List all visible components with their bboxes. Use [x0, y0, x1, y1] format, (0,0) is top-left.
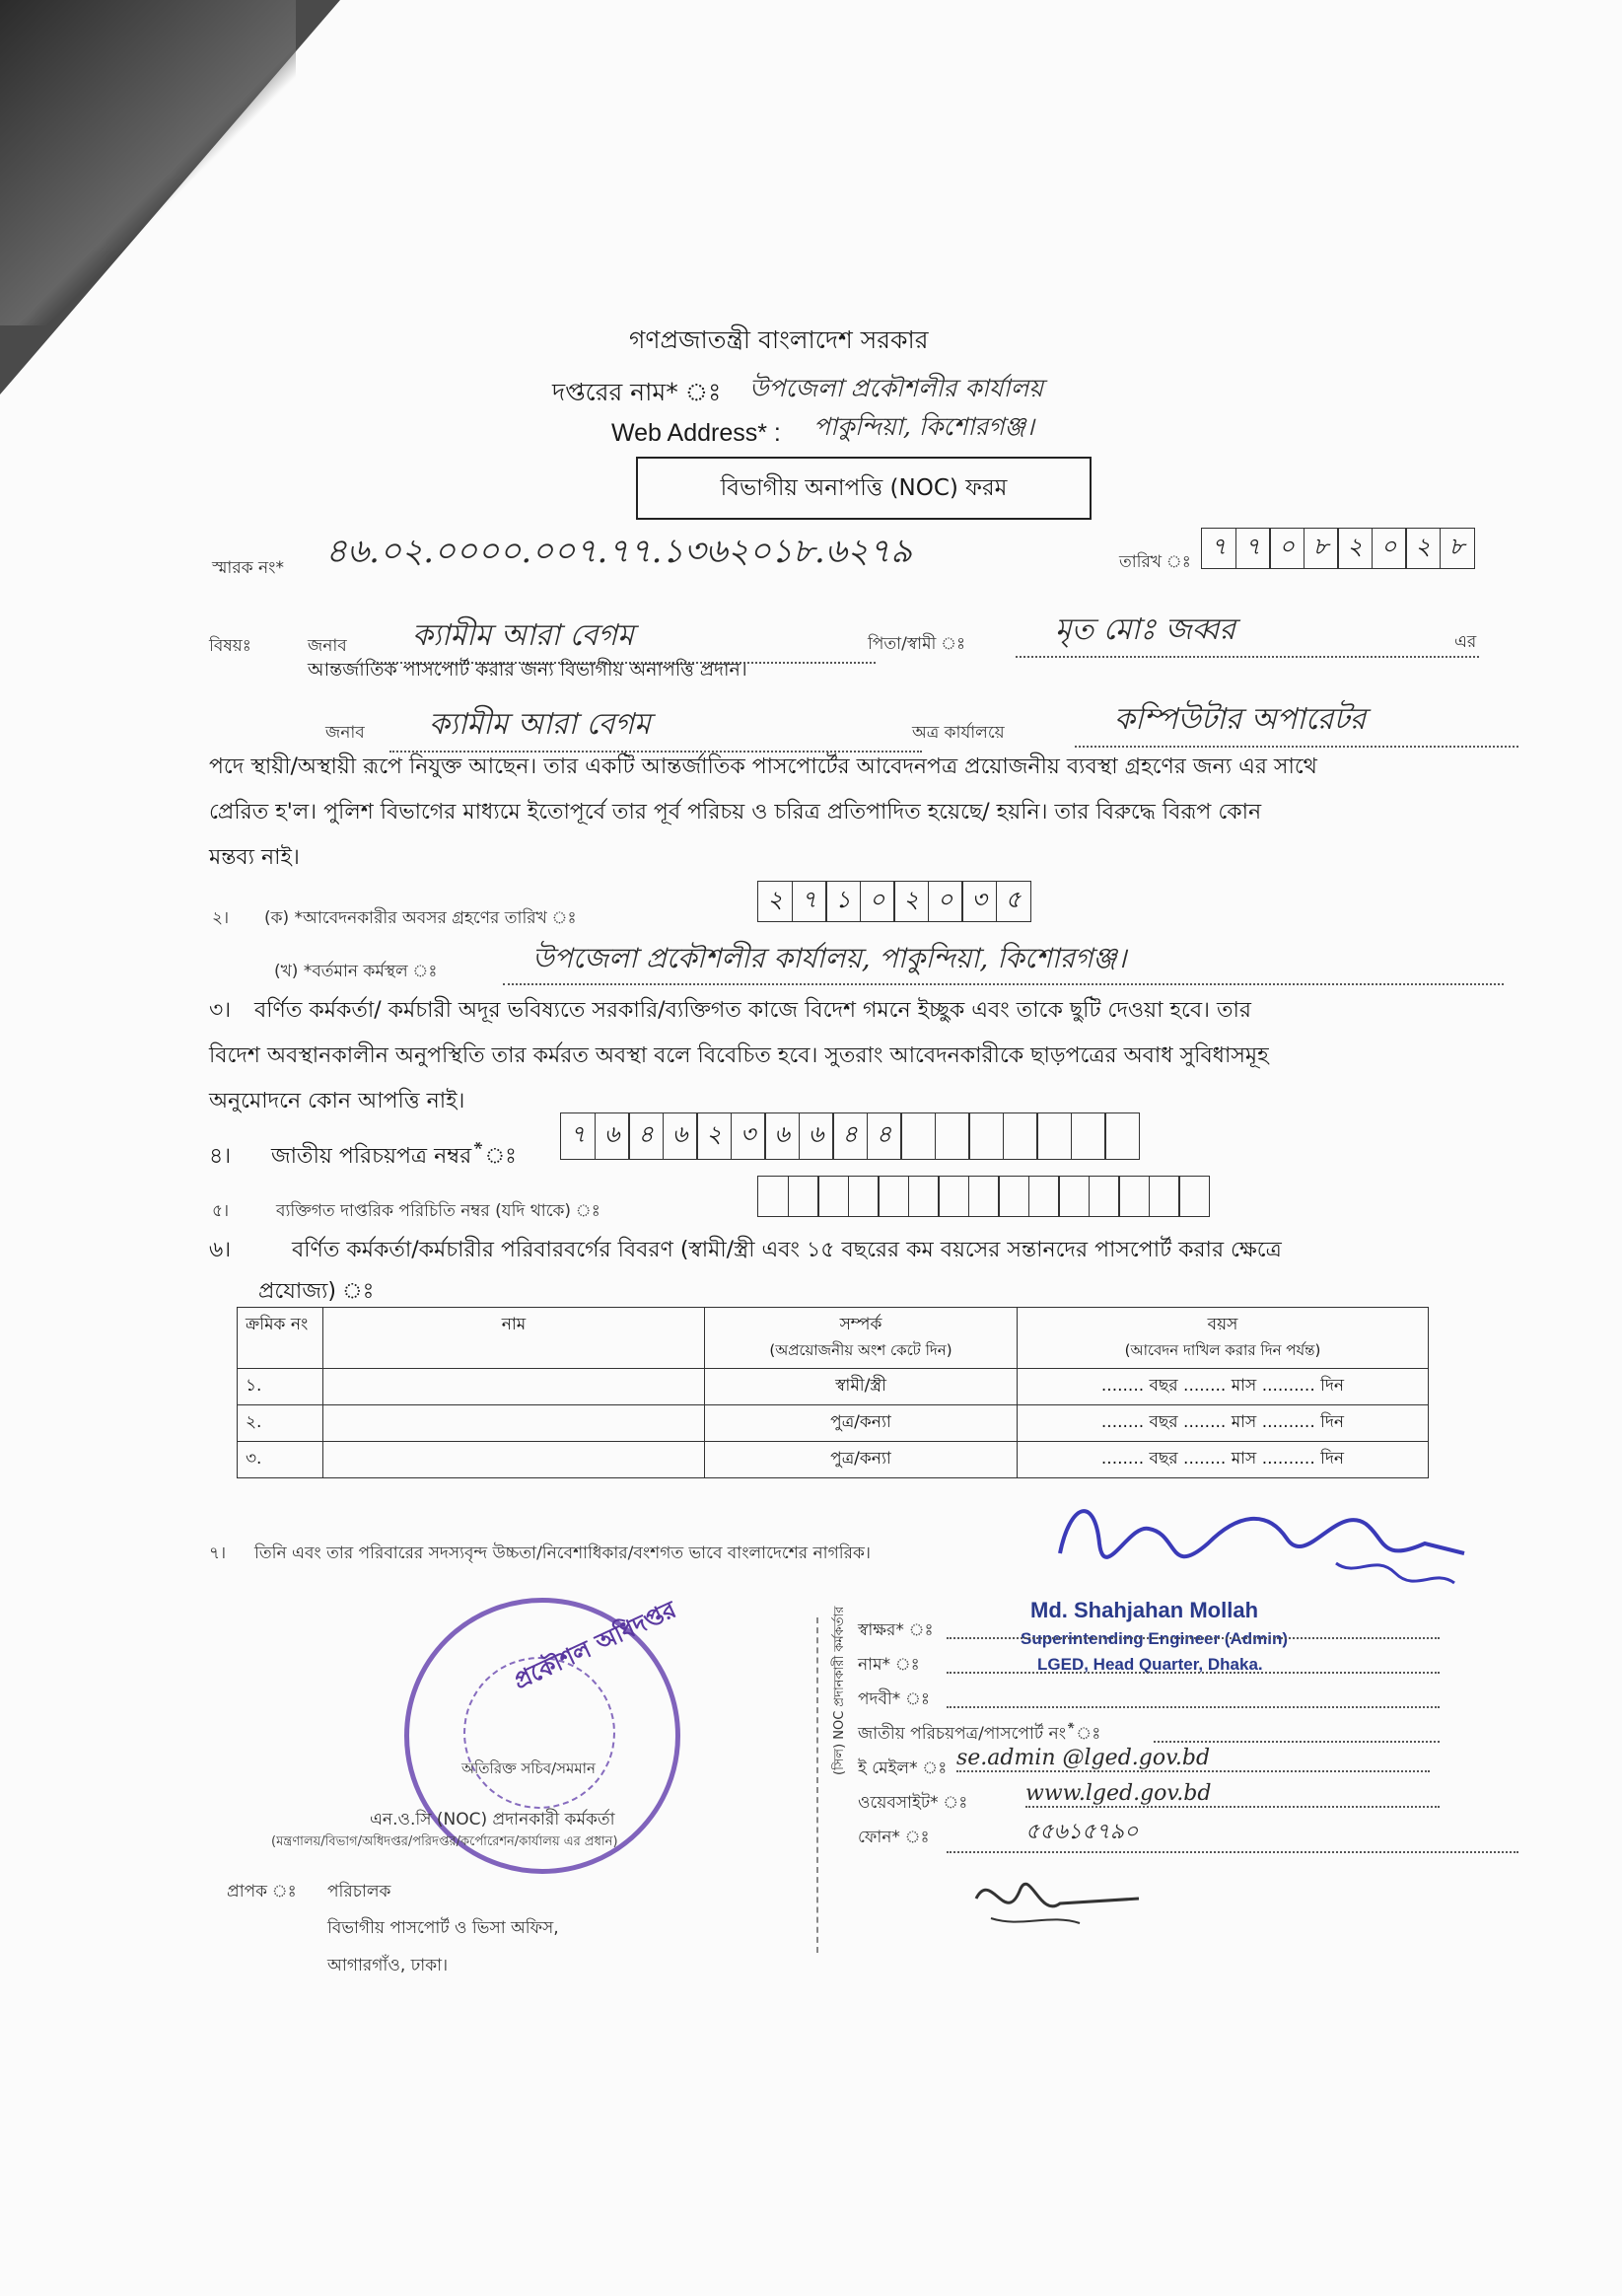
- official-id-boxes: [757, 1176, 1209, 1217]
- retirement-label: (ক) *আবেদনকারীর অবসর গ্রহণের তারিখ ঃ: [264, 908, 577, 928]
- signatory-nid-label: জাতীয় পরিচয়পত্র/পাসপোর্ট নং*ঃ: [858, 1724, 1101, 1744]
- signatory-phone-label: ফোন* ঃ: [858, 1828, 930, 1847]
- digit-box: ৬: [663, 1112, 698, 1160]
- digit-box: [900, 1112, 936, 1160]
- digit-box: [848, 1176, 880, 1217]
- digit-box: ১: [825, 881, 861, 922]
- para1-name: ক্যামীম আরা বেগম: [389, 700, 922, 753]
- digit-box: ৮: [1304, 528, 1339, 569]
- para1-line2: পদে স্থায়ী/অস্থায়ী রূপে নিযুক্ত আছেন। তার একটি আন্তর্জাতিক পাসপোর্টের আবেদনপত্র প্রয়োজনীয় ব্যবস্থা গ্রহণের জন্য এর সাথে: [209, 754, 1317, 779]
- digit-box: ২: [696, 1112, 732, 1160]
- stamp-officer-name: Md. Shahjahan Mollah: [1030, 1598, 1259, 1622]
- date-boxes: [1201, 528, 1473, 569]
- col-name: নাম: [323, 1308, 705, 1369]
- web-address-value: পাকুন্দিয়া, কিশোরগঞ্জ।: [813, 412, 1034, 441]
- nid-boxes: [560, 1112, 1139, 1160]
- signatory-web-value: www.lged.gov.bd: [1025, 1781, 1440, 1808]
- noc-issuer-note: (মন্ত্রণালয়/বিভাগ/অধিদপ্তর/পরিদপ্তর/কর্পোরেশন/কার্যালয় এর প্রধান): [271, 1834, 618, 1849]
- item6-line1: বর্ণিত কর্মকর্তা/কর্মচারীর পরিবারবর্গের বিবরণ (স্বামী/স্ত্রী এবং ১৫ বছরের কম বয়সের সন্তানদের পাসপোর্ট করার ক্ষেত্রে: [292, 1238, 1282, 1262]
- seal-text: প্রকৌশল অধিদপ্তর: [509, 1595, 681, 1695]
- digit-box: ৪: [867, 1112, 902, 1160]
- subject-er: এর: [1454, 632, 1477, 652]
- digit-box: [968, 1176, 1000, 1217]
- digit-box: [1058, 1176, 1090, 1217]
- row-age: ........ বছর ........ মাস .......... দিন: [1018, 1369, 1429, 1405]
- digit-box: [757, 1176, 789, 1217]
- digit-box: ৪: [628, 1112, 664, 1160]
- digit-box: [1028, 1176, 1060, 1217]
- col-age: [1018, 1308, 1429, 1369]
- digit-box: ০: [1269, 528, 1305, 569]
- digit-box: ২: [757, 881, 793, 922]
- govt-name: গণপ্রজাতন্ত্রী বাংলাদেশ সরকার: [629, 325, 929, 354]
- seal-signature-caption: অতিরিক্ত সচিব/সমমান: [461, 1759, 596, 1777]
- col-age-title: বয়স: [1207, 1315, 1238, 1334]
- item7-num: ৭।: [209, 1543, 227, 1563]
- signatory-email-value: se.admin @lged.gov.bd: [956, 1746, 1430, 1772]
- row-relation: স্বামী/স্ত্রী: [705, 1369, 1018, 1405]
- para1-janab: জনাব: [325, 723, 365, 743]
- digit-box: [788, 1176, 819, 1217]
- workplace-value: উপজেলা প্রকৌশলীর কার্যালয়, পাকুন্দিয়া, কিশোরগঞ্জ।: [503, 937, 1504, 985]
- stamp-officer-title: Superintending Engineer (Admin): [1021, 1629, 1289, 1648]
- row-relation: পুত্র/কন্যা: [705, 1405, 1018, 1442]
- digit-box: [968, 1112, 1004, 1160]
- digit-box: ০: [860, 881, 895, 922]
- post-value: কম্পিউটার অপারেটর: [1075, 695, 1518, 748]
- retirement-date-boxes: [757, 881, 1029, 922]
- digit-box: ২: [1337, 528, 1373, 569]
- signatory-post-label: পদবী* ঃ: [858, 1689, 930, 1709]
- row-serial: ১.: [238, 1369, 323, 1405]
- item3-line1: বর্ণিত কর্মকর্তা/ কর্মচারী অদূর ভবিষ্যতে সরকারি/ব্যক্তিগত কাজে বিদেশ গমনে ইচ্ছুক এবং তাকে ছুটি দেওয়া হবে। তার: [254, 998, 1251, 1023]
- row-relation: পুত্র/কন্যা: [705, 1442, 1018, 1478]
- father-label: পিতা/স্বামী ঃ: [868, 634, 966, 654]
- digit-box: ৩: [731, 1112, 766, 1160]
- office-label: দপ্তরের নাম* ঃ: [552, 378, 722, 406]
- signatory-side-divider: [816, 1617, 818, 1953]
- digit-box: ২: [1405, 528, 1441, 569]
- signatory-phone-value: ৫৫৬১৫৭৯০: [947, 1815, 1518, 1853]
- signatory-nid-line: [1154, 1741, 1440, 1743]
- table-row: [238, 1369, 1429, 1405]
- family-table-header: [238, 1308, 1429, 1369]
- digit-box: ৬: [799, 1112, 834, 1160]
- initial-scribble: [961, 1859, 1159, 1948]
- digit-box: [1003, 1112, 1038, 1160]
- digit-box: [1071, 1112, 1106, 1160]
- signatory-web-label: ওয়েবসাইট* ঃ: [858, 1793, 968, 1813]
- subject-janab: জনাব: [308, 636, 347, 656]
- row-age: ........ বছর ........ মাস .......... দিন: [1018, 1405, 1429, 1442]
- digit-box: ৫: [996, 881, 1031, 922]
- digit-box: ৮: [1440, 528, 1475, 569]
- col-relation: [705, 1308, 1018, 1369]
- recipient-line3: আগারগাঁও, ঢাকা।: [327, 1956, 449, 1975]
- office-value: উপজেলা প্রকৌশলীর কার্যালয়: [749, 374, 1044, 402]
- digit-box: [1118, 1176, 1150, 1217]
- sign-line: [947, 1637, 1440, 1639]
- row-name: [323, 1369, 705, 1405]
- digit-box: [1104, 1112, 1140, 1160]
- digit-box: ৩: [961, 881, 997, 922]
- digit-box: ৬: [595, 1112, 630, 1160]
- digit-box: ৬: [764, 1112, 800, 1160]
- subject-name: ক্যামীম আরা বেগম: [373, 611, 876, 664]
- item3-num: ৩।: [209, 998, 232, 1023]
- digit-box: [878, 1176, 909, 1217]
- item6-num: ৬।: [209, 1238, 232, 1262]
- row-name: [323, 1442, 705, 1478]
- row-age: ........ বছর ........ মাস .......... দিন: [1018, 1442, 1429, 1478]
- table-row: [238, 1405, 1429, 1442]
- digit-box: [817, 1176, 849, 1217]
- noc-issuer: এন.ও.সি (NOC) প্রদানকারী কর্মকর্তা: [370, 1810, 615, 1830]
- col-serial: ক্রমিক নং: [238, 1308, 323, 1369]
- para1-office-label: অত্র কার্যালয়ে: [912, 723, 1005, 743]
- digit-box: ৭: [792, 881, 827, 922]
- col-relation-note: (অপ্রয়োজনীয় অংশ কেটে দিন): [769, 1341, 952, 1359]
- item3-line2: বিদেশ অবস্থানকালীন অনুপস্থিতি তার কর্মরত অবস্থা বলে বিবেচিত হবে। সুতরাং আবেদনকারীকে ছাড়পত্রের অবাধ সুবিধাসমূহ: [209, 1043, 1269, 1068]
- official-id-label: ব্যক্তিগত দাপ্তরিক পরিচিতি নম্বর (যদি থাকে) ঃ: [276, 1201, 600, 1221]
- corner-shadow: [0, 0, 296, 325]
- form-title: বিভাগীয় অনাপত্তি (NOC) ফরম: [720, 474, 1008, 501]
- signatory-name-line: [947, 1672, 1440, 1674]
- workplace-label: (খ) *বর্তমান কর্মস্থল ঃ: [274, 962, 438, 981]
- signatory-post-line: [947, 1706, 1440, 1708]
- item7-text: তিনি এবং তার পরিবারের সদস্যবৃন্দ উচ্চতা/নিবেশাধিকার/বংশগত ভাবে বাংলাদেশের নাগরিক।: [254, 1543, 871, 1563]
- digit-box: ৭: [1235, 528, 1271, 569]
- item6-line2: প্রযোজ্য) ঃ: [258, 1279, 375, 1304]
- date-label: তারিখ ঃ: [1119, 552, 1191, 572]
- digit-box: [1149, 1176, 1180, 1217]
- item3-line3: অনুমোদনে কোন আপত্তি নাই।: [209, 1089, 465, 1113]
- digit-box: ০: [928, 881, 963, 922]
- row-serial: ৩.: [238, 1442, 323, 1478]
- father-value: মৃত মোঃ জব্বর: [1016, 606, 1479, 658]
- recipient-line1: পরিচালক: [327, 1882, 391, 1901]
- col-age-note: (আবেদন দাখিল করার দিন পর্যন্ত): [1124, 1341, 1321, 1359]
- form-title-box: [636, 457, 1092, 520]
- digit-box: [998, 1176, 1029, 1217]
- nid-label: জাতীয় পরিচয়পত্র নম্বর*ঃ: [271, 1144, 517, 1169]
- digit-box: [935, 1112, 970, 1160]
- recipient-label: প্রাপক ঃ: [227, 1882, 297, 1901]
- digit-box: ৪: [832, 1112, 868, 1160]
- memo-value: ৪৬.০২.০০০০.০০৭.৭৭.১৩৬২০১৮.৬২৭৯: [325, 532, 913, 571]
- table-row: [238, 1442, 1429, 1478]
- digit-box: [908, 1176, 940, 1217]
- digit-box: ২: [893, 881, 929, 922]
- col-relation-title: সম্পর্ক: [839, 1315, 882, 1334]
- signature-scribble: [1040, 1484, 1474, 1613]
- digit-box: [938, 1176, 969, 1217]
- digit-box: [1089, 1176, 1120, 1217]
- signatory-email-label: ই মেইল* ঃ: [858, 1758, 948, 1778]
- subject-line2: আন্তর্জাতিক পাসপোর্ট করার জন্য বিভাগীয় অনাপত্তি প্রদান।: [308, 659, 747, 681]
- digit-box: ৭: [560, 1112, 596, 1160]
- subject-label: বিষয়ঃ: [209, 636, 251, 656]
- digit-box: ০: [1372, 528, 1407, 569]
- stamp-officer-office: LGED, Head Quarter, Dhaka.: [1037, 1655, 1263, 1674]
- digit-box: [1036, 1112, 1072, 1160]
- sign-label: স্বাক্ষর* ঃ: [858, 1620, 934, 1640]
- signatory-name-label: নাম* ঃ: [858, 1655, 920, 1675]
- digit-box: [1178, 1176, 1210, 1217]
- memo-label: স্মারক নং*: [212, 558, 284, 578]
- family-table: [237, 1307, 1429, 1478]
- digit-box: ৭: [1201, 528, 1236, 569]
- signatory-side-label: (সিল) NOC প্রদানকারী কর্মকর্তার: [832, 1606, 847, 1775]
- para1-line3: প্রেরিত হ'ল। পুলিশ বিভাগের মাধ্যমে ইতোপূর্বে তার পূর্ব পরিচয় ও চরিত্র প্রতিপাদিত হয়েছে/ হয়নি। তার বিরুদ্ধে বিরূপ কোন: [209, 800, 1262, 825]
- row-name: [323, 1405, 705, 1442]
- row-serial: ২.: [238, 1405, 323, 1442]
- para1-line4: মন্তব্য নাই।: [209, 845, 300, 870]
- item5-num: ৫।: [212, 1201, 230, 1221]
- item2-num: ২।: [212, 908, 230, 928]
- web-address-label: Web Address* :: [611, 419, 781, 447]
- item4-num: ৪।: [209, 1144, 232, 1169]
- recipient-line2: বিভাগীয় পাসপোর্ট ও ভিসা অফিস,: [327, 1918, 559, 1938]
